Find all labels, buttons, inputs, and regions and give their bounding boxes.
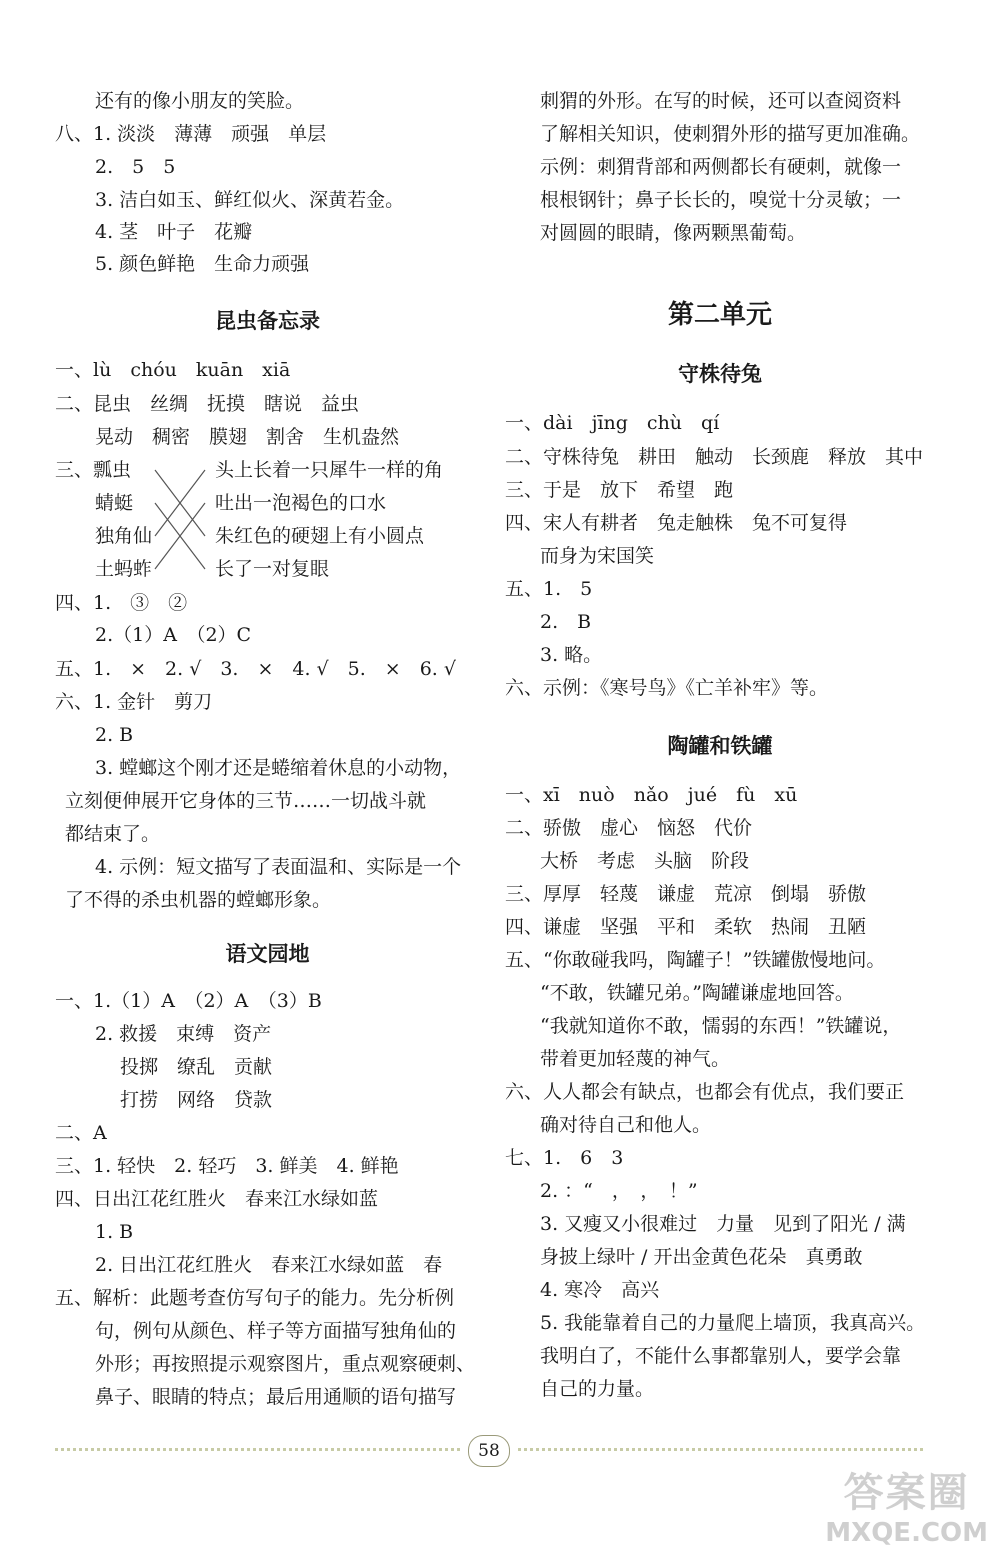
text-line: 了解相关知识，使刺猬外形的描写更加准确。 — [540, 123, 921, 145]
text-line: 五、“你敢碰我吗，陶罐子！”铁罐傲慢地问。 — [505, 949, 886, 971]
text-line: 了不得的杀虫机器的螳螂形象。 — [65, 889, 332, 911]
watermark — [825, 1461, 988, 1548]
text-line: 七、1. 6 3 — [505, 1147, 624, 1169]
text-line: 身披上绿叶 / 开出金黄色花朵 真勇敢 — [540, 1246, 863, 1268]
text-line: 四、宋人有耕者 兔走触株 兔不可复得 — [505, 512, 848, 534]
watermark-logo: 答案圈 — [843, 1470, 970, 1516]
text-line: 3. 螳螂这个刚才还是蜷缩着休息的小动物， — [95, 757, 462, 779]
text-line: 一、dài jīng chù qí — [505, 412, 720, 434]
match-right-3: 朱红色的硬翅上有小圆点 — [215, 525, 425, 547]
text-line: 我明白了，不能什么事都靠别人，要学会靠 — [540, 1345, 902, 1367]
watermark-url: MXQE.COM — [825, 1518, 988, 1548]
match-right-2: 吐出一泡褐色的口水 — [215, 492, 387, 514]
text-line: 八、1. 淡淡 薄薄 顽强 单层 — [55, 123, 327, 145]
text-line: 2. 5 5 — [95, 156, 176, 178]
text-line: 刺猬的外形。在写的时候，还可以查阅资料 — [540, 90, 902, 112]
text-line: “不敢，铁罐兄弟。”陶罐谦虚地回答。 — [540, 982, 854, 1004]
text-line: 立刻便伸展开它身体的三节……一切战斗就 — [65, 790, 427, 812]
text-line: 投掷 缭乱 贡献 — [120, 1056, 273, 1078]
text-line: 二、昆虫 丝绸 抚摸 瞎说 益虫 — [55, 393, 360, 415]
text-line: 还有的像小朋友的笑脸。 — [95, 90, 305, 112]
text-line: 六、人人都会有缺点，也都会有优点，我们要正 — [505, 1081, 905, 1103]
text-line: 五、1. × 2. √ 3. × 4. √ 5. × 6. √ — [55, 658, 456, 680]
text-line: 2. ：“ ， ， ！” — [540, 1180, 698, 1202]
text-line: 六、示例：《寒号鸟》《亡羊补牢》等。 — [505, 677, 829, 699]
text-line: 晃动 稠密 膜翅 割舍 生机盎然 — [95, 426, 400, 448]
text-line: 带着更加轻蔑的神气。 — [540, 1048, 731, 1070]
match-left-4: 土蚂蚱 — [95, 558, 153, 580]
match-right-1: 头上长着一只犀牛一样的角 — [215, 459, 444, 481]
text-line: 2. B — [540, 611, 592, 633]
text-line: 外形；再按照提示观察图片，重点观察硬刺、 — [95, 1353, 476, 1375]
text-line: 都结束了。 — [65, 823, 161, 845]
text-line: 3. 又瘦又小很难过 力量 见到了阳光 / 满 — [540, 1213, 906, 1235]
text-line: 二、A — [55, 1122, 107, 1144]
match-left-1: 三、瓢虫 — [55, 459, 132, 481]
text-line: 示例：刺猬背部和两侧都长有硬刺，就像一 — [540, 156, 902, 178]
text-line: 大桥 考虑 头脑 阶段 — [540, 850, 750, 872]
text-line: 对圆圆的眼睛，像两颗黑葡萄。 — [540, 222, 807, 244]
text-line: 一、xī nuò nǎo jué fù xū — [505, 784, 798, 806]
unit-heading: 第二单元 — [667, 300, 772, 330]
text-line: 一、1.（1）A （2）A （3）B — [55, 990, 322, 1012]
text-line: 4. 茎 叶子 花瓣 — [95, 221, 253, 243]
match-right-4: 长了一对复眼 — [215, 558, 330, 580]
text-line: 五、1. 5 — [505, 578, 593, 600]
text-line: 而身为宋国笑 — [540, 545, 655, 567]
text-line: 2. 救援 束缚 资产 — [95, 1023, 272, 1045]
text-line: 根根钢针；鼻子长长的，嗅觉十分灵敏；一 — [540, 189, 902, 211]
section-heading: 守株待兔 — [678, 362, 762, 386]
text-line: 一、lù chóu kuān xiā — [55, 359, 291, 381]
text-line: 鼻子、眼睛的特点；最后用通顺的语句描写 — [95, 1386, 457, 1408]
text-line: 3. 略。 — [540, 644, 603, 666]
text-line: 二、守株待兔 耕田 触动 长颈鹿 释放 其中 — [505, 446, 924, 468]
text-line: 五、解析：此题考查仿写句子的能力。先分析例 — [55, 1287, 455, 1309]
section-heading: 语文园地 — [225, 942, 310, 966]
text-line: 六、1. 金针 剪刀 — [55, 691, 213, 713]
text-line: 三、1. 轻快 2. 轻巧 3. 鲜美 4. 鲜艳 — [55, 1155, 399, 1177]
text-line: 3. 洁白如玉、鲜红似火、深黄若金。 — [95, 189, 405, 211]
text-line: 打捞 网络 贷款 — [120, 1089, 273, 1111]
text-line: 三、于是 放下 希望 跑 — [505, 479, 734, 501]
match-left-3: 独角仙 — [95, 525, 153, 547]
section-heading: 昆虫备忘录 — [215, 309, 320, 333]
text-line: 5. 颜色鲜艳 生命力顽强 — [95, 253, 310, 275]
text-line: 四、1. ③ ② — [55, 592, 188, 614]
text-line: 四、日出江花红胜火 春来江水绿如蓝 — [55, 1188, 379, 1210]
matching-lines — [55, 0, 480, 620]
text-line: 1. B — [95, 1221, 134, 1243]
text-line: 四、谦虚 坚强 平和 柔软 热闹 丑陋 — [505, 916, 867, 938]
match-left-2: 蜻蜓 — [95, 492, 134, 514]
text-line: 2. B — [95, 724, 134, 746]
text-line: 2.（1）A （2）C — [95, 624, 252, 646]
text-line: 自己的力量。 — [540, 1378, 655, 1400]
footer-divider-left — [55, 1448, 460, 1455]
text-line: 确对待自己和他人。 — [540, 1114, 712, 1136]
text-line: 三、厚厚 轻蔑 谦虚 荒凉 倒塌 骄傲 — [505, 883, 867, 905]
text-line: 4. 示例：短文描写了表面温和、实际是一个 — [95, 856, 462, 878]
text-line: 句，例句从颜色、样子等方面描写独角仙的 — [95, 1320, 457, 1342]
footer-divider-right — [518, 1448, 923, 1455]
page-number: 58 — [468, 1435, 510, 1467]
text-line: 5. 我能靠着自己的力量爬上墙顶，我真高兴。 — [540, 1312, 926, 1334]
text-line: “我就知道你不敢，懦弱的东西！”铁罐说， — [540, 1015, 902, 1037]
section-heading: 陶罐和铁罐 — [667, 734, 773, 758]
text-line: 4. 寒冷 高兴 — [540, 1279, 660, 1301]
text-line: 二、骄傲 虚心 恼怒 代价 — [505, 817, 753, 839]
text-line: 2. 日出江花红胜火 春来江水绿如蓝 春 — [95, 1254, 443, 1276]
